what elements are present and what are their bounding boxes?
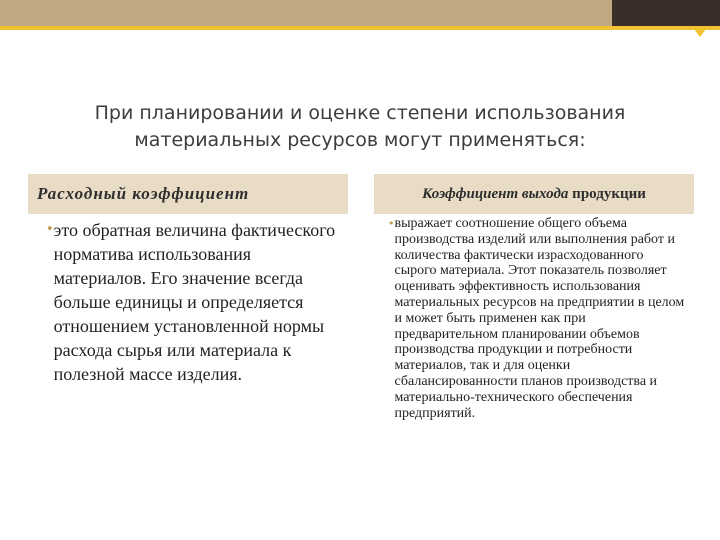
accent-line bbox=[0, 26, 720, 30]
left-column-header bbox=[28, 174, 348, 214]
right-header-italic: Коэффициент выхода bbox=[422, 185, 569, 202]
left-column-body bbox=[46, 218, 346, 386]
slide-title-line-2: материальных ресурсов могут применяться: bbox=[134, 129, 586, 151]
slide-title bbox=[60, 100, 660, 154]
bullet-icon: • bbox=[46, 222, 54, 237]
right-column-header-text bbox=[422, 186, 646, 203]
right-column-body bbox=[388, 216, 688, 421]
left-column-header-text: Расходный коэффициент bbox=[37, 184, 250, 203]
list-item bbox=[388, 216, 688, 421]
slide-title-line-1: При планировании и оценке степени использования bbox=[94, 102, 626, 124]
right-column-header bbox=[374, 174, 694, 214]
right-header-plain: продукции bbox=[572, 185, 646, 202]
accent-notch bbox=[694, 29, 706, 37]
left-bullet-text: это обратная величина фактического норматива использования материалов. Его значение всегда больше единицы и определяется отношением установленной нормы расхода сырья или материала к полезной массе изделия. bbox=[53, 220, 336, 384]
bullet-icon: • bbox=[388, 217, 395, 230]
list-item bbox=[46, 218, 346, 386]
top-bar-tan bbox=[0, 0, 612, 26]
right-bullet-text: выражает соотношение общего объема производства изделий или выполнения работ и количества фактически израсходованного сырого материала. Этот показатель позволяет оценивать эффективность использования материальных ресурсов на предприятии в целом и может быть применен как при предварительном планировании объемов производства продукции и потребности материалов, так и для оценки сбалансированности планов производства и материально-технического обеспечения предприятий. bbox=[394, 216, 685, 421]
